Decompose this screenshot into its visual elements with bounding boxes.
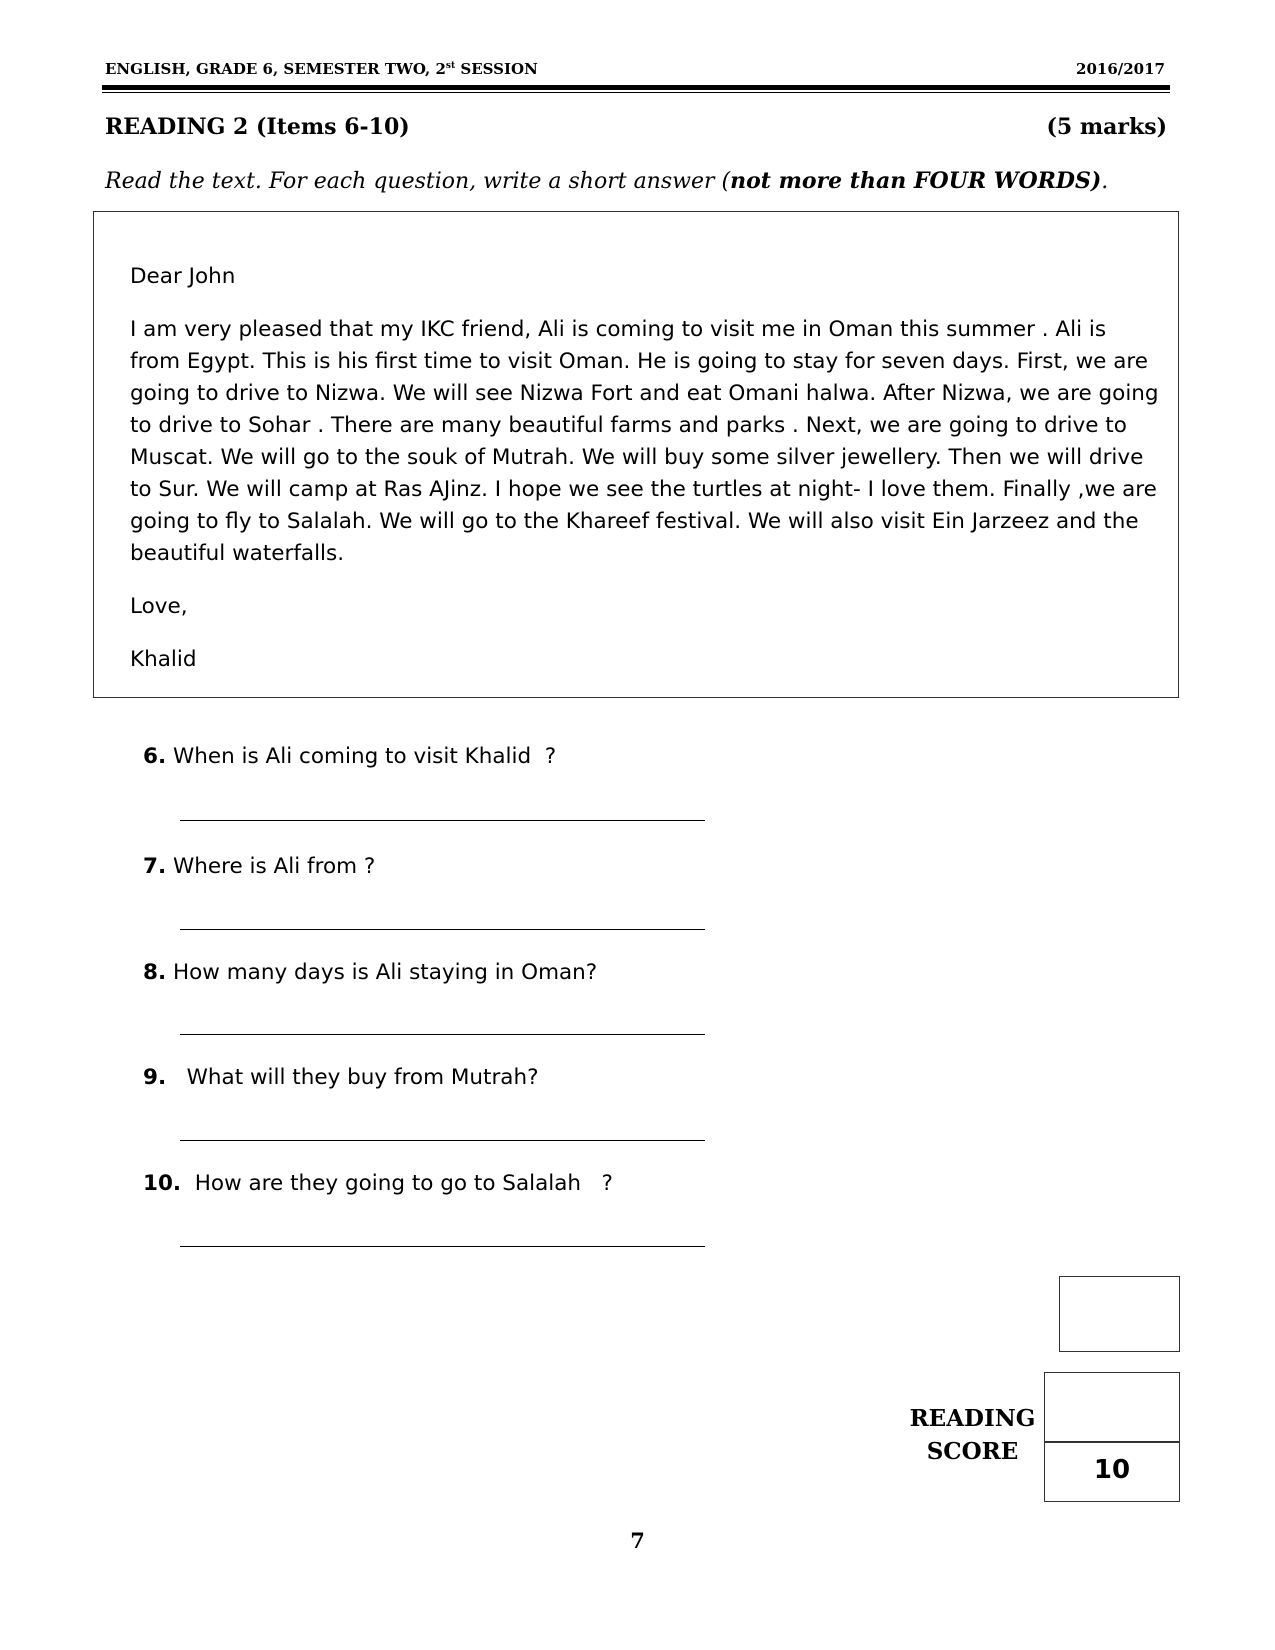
question-9: 9. What will they buy from Mutrah? xyxy=(143,1065,539,1090)
letter-signature: Khalid xyxy=(130,647,197,672)
question-10: 10. How are they going to go to Salalah ? xyxy=(143,1171,613,1196)
max-score: 10 xyxy=(1093,1455,1131,1485)
reading-text-box xyxy=(93,211,1179,698)
question-7: 7. Where is Ali from ? xyxy=(143,854,376,879)
exam-title: ENGLISH, GRADE 6, SEMESTER TWO, 2st SESSION xyxy=(105,60,538,78)
section-marks: (5 marks) xyxy=(1046,114,1167,140)
page-number: 7 xyxy=(630,1528,645,1553)
answer-line-9[interactable] xyxy=(180,1140,705,1141)
reading-score-label: READING SCORE xyxy=(909,1405,1036,1465)
answer-line-7[interactable] xyxy=(180,929,705,930)
header-rule-thick xyxy=(102,85,1170,90)
answer-line-10[interactable] xyxy=(180,1246,705,1247)
question-6: 6. When is Ali coming to visit Khalid ? xyxy=(143,744,557,769)
letter-body: I am very pleased that my IKC friend, Ali is coming to visit me in Oman this summer . Ali is from Egypt. This is his first time to visit Oman. He is going to stay for seven days. First, we are going to drive to Nizwa. We will see Nizwa Fort and eat Omani halwa. After Nizwa, we are going to drive to Sohar . There are many beautiful farms and parks . Next, we are going to drive to Muscat. We will go to the souk of Mutrah. We will buy some silver jewellery. Then we will drive to Sur. We will camp at Ras AJinz. I hope we see the turtles at night- I love them. Finally ,we are going to fly to Salalah. We will go to the Khareef festival. We will also visit Ein Jarzeez and the beautiful waterfalls. xyxy=(130,317,1159,566)
letter-salutation: Dear John xyxy=(130,264,236,289)
answer-line-8[interactable] xyxy=(180,1034,705,1035)
letter-closing: Love, xyxy=(130,594,188,619)
section-title: READING 2 (Items 6-10) xyxy=(105,114,410,140)
page-header xyxy=(105,60,1165,82)
item-score-box[interactable] xyxy=(1059,1276,1180,1352)
reading-score-box xyxy=(1044,1372,1180,1502)
question-8: 8. How many days is Ali staying in Oman? xyxy=(143,960,598,985)
header-rule-thin xyxy=(102,92,1170,93)
answer-line-6[interactable] xyxy=(180,820,705,821)
instructions: Read the text. For each question, write a short answer (not more than FOUR WORDS). xyxy=(105,168,1109,194)
academic-year: 2016/2017 xyxy=(1076,60,1165,78)
score-divider xyxy=(1045,1441,1179,1443)
